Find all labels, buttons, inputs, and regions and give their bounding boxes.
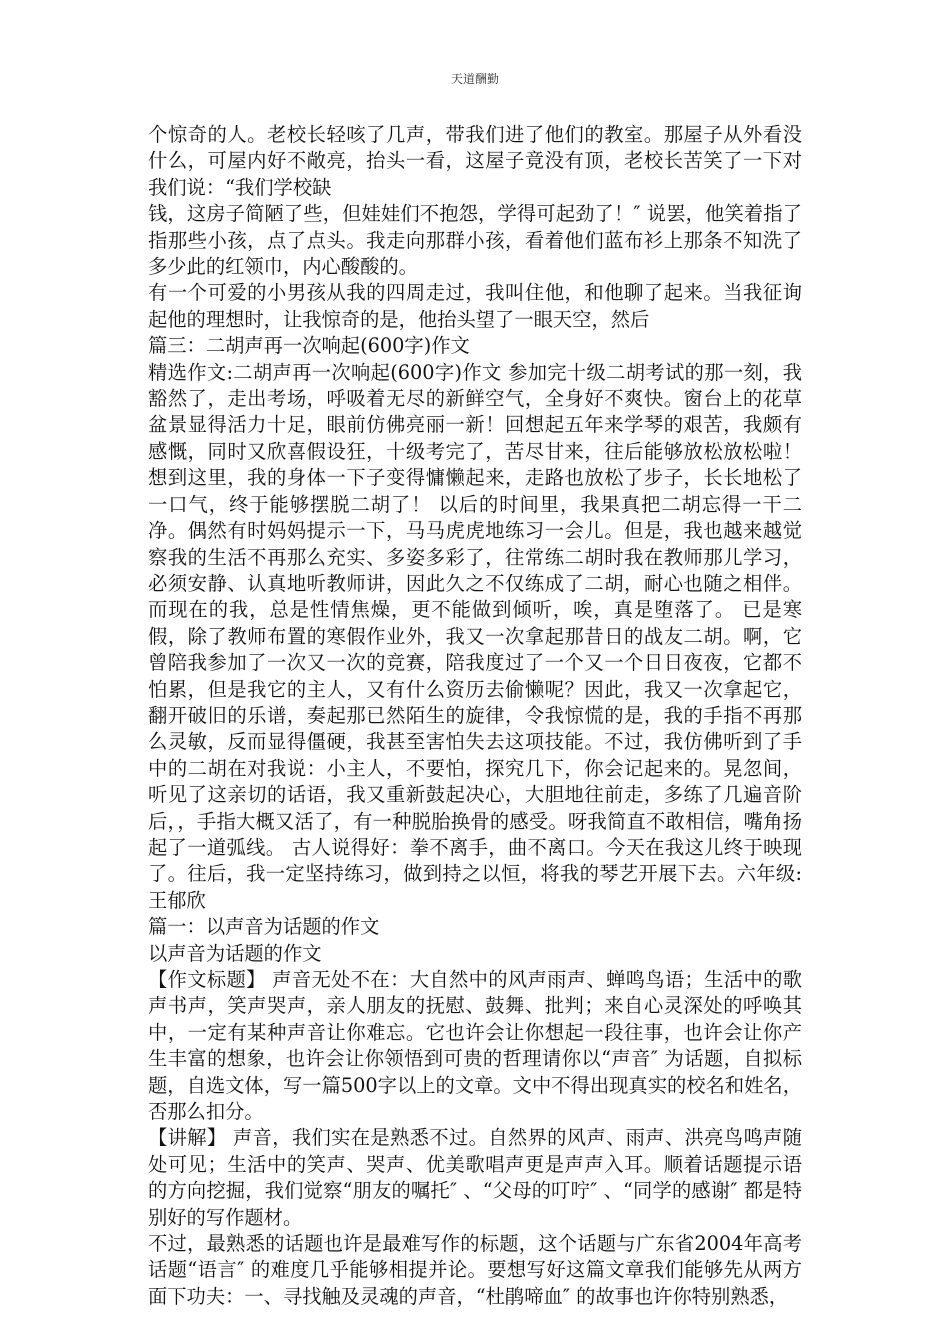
paragraph-explanation: 【讲解】 声音，我们实在是熟悉不过。自然界的风声、雨声、洪亮鸟鸣声随处可见；生活中的笑声、哭声、优美歌唱声更是声声入耳。顺着话题提示语的方向挖掘，我们觉察“朋友的嘱托″ 、“父母的叮咛″ 、“同学的感谢″ 都是特别好的写作题材。: [148, 1126, 802, 1229]
essay-title: 以声音为话题的作文: [148, 941, 322, 965]
section-heading-1: 篇一：以声音为话题的作文: [148, 915, 380, 939]
paragraph-advice: 不过，最熟悉的话题也许是最难写作的标题，这个话题与广东省2004年高考话题“语言″ 的难度几乎能够相提并论。要想写好这篇文章我们能够先从两方面下功夫：一、寻找触及灵魂的声音，“杜鹃啼血″ 的故事也许你特别熟悉，: [148, 1232, 802, 1308]
section-heading-3: 篇三：二胡声再一次响起(600字)作文: [148, 334, 470, 358]
page-header: 天道酬勤: [450, 72, 499, 86]
document-body: [148, 122, 802, 1310]
paragraph-1: 个惊奇的人。老校长轻咳了几声，带我们进了他们的教室。那屋子从外看没什么，可屋内好不敞亮，抬头一看，这屋子竟没有顶，老校长苦笑了一下对我们说：“我们学校缺: [148, 123, 802, 199]
paragraph-3: 有一个可爱的小男孩从我的四周走过，我叫住他，和他聊了起来。当我征询起他的理想时，让我惊奇的是，他抬头望了一眼天空，然后: [148, 281, 802, 331]
paragraph-2: 钱，这房子简陋了些，但娃娃们不抱怨，学得可起劲了！″ 说罢，他笑着指了指那些小孩，点了点头。我走向那群小孩，看着他们蓝布衫上那条不知洗了多少此的红领巾，内心酸酸的。: [148, 202, 802, 279]
paragraph-prompt: 【作文标题】 声音无处不在：大自然中的风声雨声、蝉鸣鸟语；生活中的歌声书声，笑声哭声，亲人朋友的抚慰、鼓舞、批判；来自心灵深处的呼唤其中，一定有某种声音让你难忘。它也许会让你想起一段往事，也许会让你产生丰富的想象，也许会让你领悟到可贵的哲理请你以“声音″ 为话题，自拟标题，自选文体，写一篇500字以上的文章。文中不得出现真实的校名和姓名，否那么扣分。: [148, 968, 802, 1124]
paragraph-essay: 精选作文:二胡声再一次响起(600字)作文 参加完十级二胡考试的那一刻，我豁然了，走出考场，呼吸着无尽的新鲜空气，全身好不爽快。窗台上的花草盆景显得活力十足，眼前仿佛亮丽一新！回想起五年来学琴的艰苦，我颇有感慨，同时又欣喜假设狂，十级考完了，苦尽甘来，往后能够放松放松啦！想到这里，我的身体一下子变得慵懒起来，走路也放松了步子，长长地松了一口气，终于能够摆脱二胡了！ 以后的时间里，我果真把二胡忘得一干二净。偶然有时妈妈提示一下，马马虎虎地练习一会儿。但是，我也越来越觉察我的生活不再那么充实、多姿多彩了，往常练二胡时我在教师那儿学习，必须安静、认真地听教师讲，因此久之不仅练成了二胡，耐心也随之相伴。而现在的我，总是性情焦燥，更不能做到倾听，唉，真是堕落了。 已是寒假，除了教师布置的寒假作业外，我又一次拿起那昔日的战友二胡。啊，它曾陪我参加了一次又一次的竞赛，陪我度过了一个又一个日日夜夜，它都不怕累，但是我它的主人，又有什么资历去偷懒呢？因此，我又一次拿起它，翻开破旧的乐谱，奏起那已然陌生的旋律，令我惊慌的是，我的手指不再那么灵敏，反而显得僵硬，我甚至害怕失去这项技能。不过，我仿佛听到了手中的二胡在对我说：小主人，不要怕，探究几下，你会记起来的。晃忽间，听见了这亲切的话语，我又重新鼓起决心，大胆地往前走，多练了几遍音阶后，，手指大概又活了，有一种脱胎换骨的感受。呀我简直不敢相信，嘴角扬起了一道弧线。 古人说得好：拳不离手，曲不离口。今天在我这儿终于映现了。往后，我一定坚持练习，做到持之以恒，将我的琴艺开展下去。六年级:王郁欣: [148, 360, 802, 912]
